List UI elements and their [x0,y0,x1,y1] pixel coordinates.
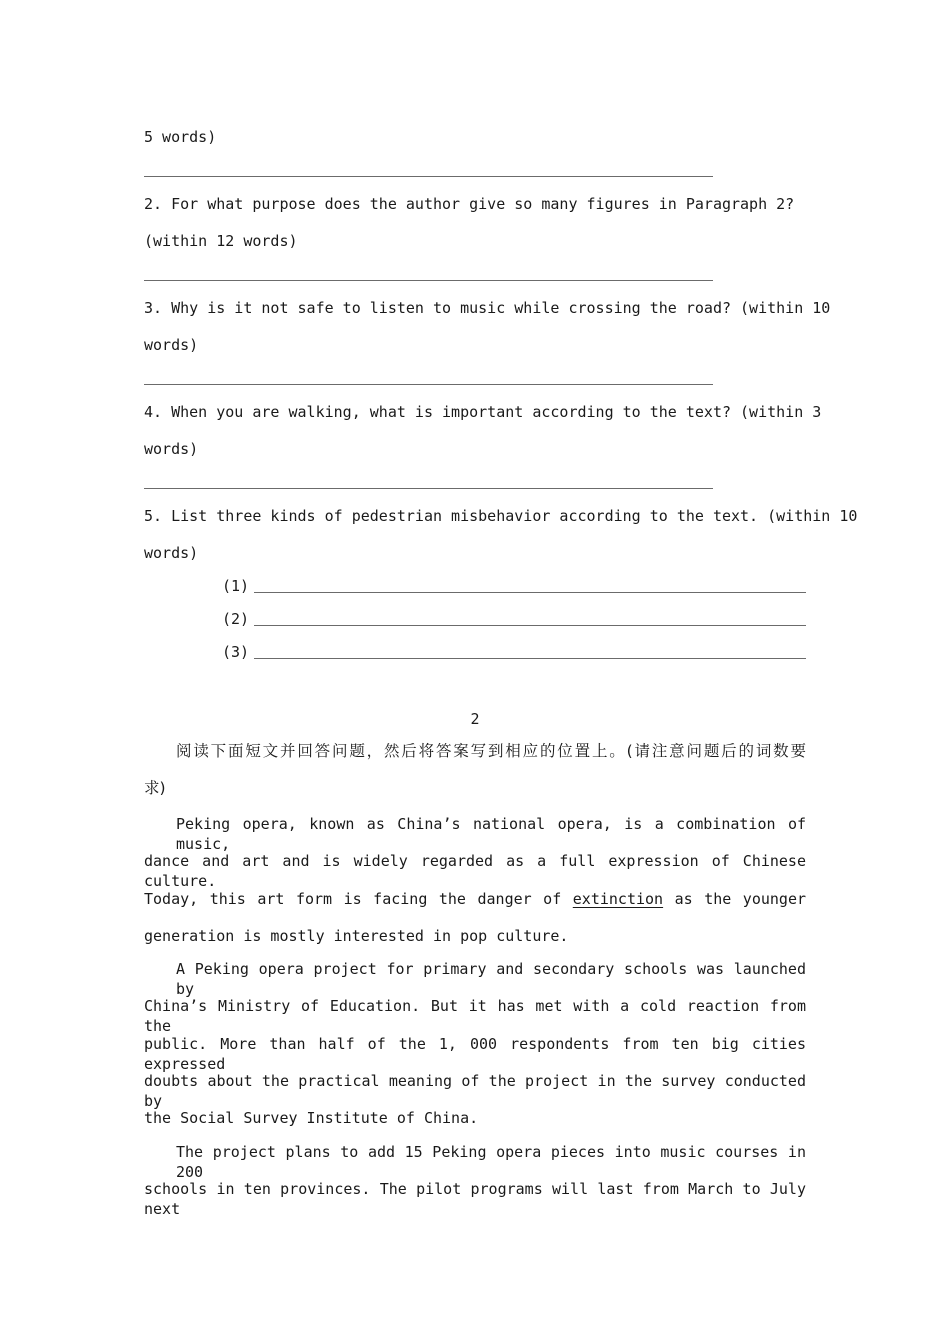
paragraph-2-line-1: A Peking opera project for primary and secondary schools was launched by [176,960,806,998]
question-2-limit: (within 12 words) [144,232,298,250]
paragraph-1-line-3-before: Today, this art form is facing the danger of [144,890,562,908]
answer-line-q5-2[interactable] [254,625,806,626]
section-instruction-line2: 求) [144,779,166,797]
section-instruction-line1: 阅读下面短文并回答问题，然后将答案写到相应的位置上。(请注意问题后的词数要 [176,742,806,760]
question-3-text: 3. Why is it not safe to listen to music while crossing the road? (within 10 [144,299,831,317]
underlined-word-extinction: extinction [572,890,664,908]
answer-line-q5-1[interactable] [254,592,806,593]
paragraph-3-line-1: The project plans to add 15 Peking opera pieces into music courses in 200 [176,1143,806,1181]
paragraph-1-line-1: Peking opera, known as China’s national opera, is a combination of music, [176,815,806,853]
question-4-text: 4. When you are walking, what is important according to the text? (within 3 [144,403,822,421]
paragraph-2-line-5: the Social Survey Institute of China. [144,1109,479,1127]
paragraph-1-line-3-after: as the younger [674,890,807,908]
blank-label-1: (1) [222,577,250,595]
paragraph-1-line-4: generation is mostly interested in pop culture. [144,927,569,945]
paragraph-2-line-3: public. More than half of the 1, 000 respondents from ten big cities expressed [144,1035,806,1073]
question-4-limit: words) [144,440,199,458]
section-number: 2 [470,710,480,728]
question-2-text: 2. For what purpose does the author give so many figures in Paragraph 2? [144,195,795,213]
question-1-tail: 5 words) [144,128,217,146]
question-3-limit: words) [144,336,199,354]
paragraph-3-line-2: schools in ten provinces. The pilot programs will last from March to July next [144,1180,806,1218]
paragraph-2-line-2: China’s Ministry of Education. But it has met with a cold reaction from the [144,997,806,1035]
answer-line-q4[interactable] [144,488,713,489]
answer-line-q1[interactable] [144,176,713,177]
question-5-limit: words) [144,544,199,562]
paragraph-2-line-4: doubts about the practical meaning of the project in the survey conducted by [144,1072,806,1110]
blank-label-3: (3) [222,643,250,661]
question-5-text: 5. List three kinds of pedestrian misbehavior according to the text. (within 10 [144,507,858,525]
answer-line-q2[interactable] [144,280,713,281]
paragraph-1-line-2: dance and art and is widely regarded as a full expression of Chinese culture. [144,852,806,890]
answer-line-q3[interactable] [144,384,713,385]
blank-label-2: (2) [222,610,250,628]
answer-line-q5-3[interactable] [254,658,806,659]
paragraph-1-line-3 [144,889,806,909]
